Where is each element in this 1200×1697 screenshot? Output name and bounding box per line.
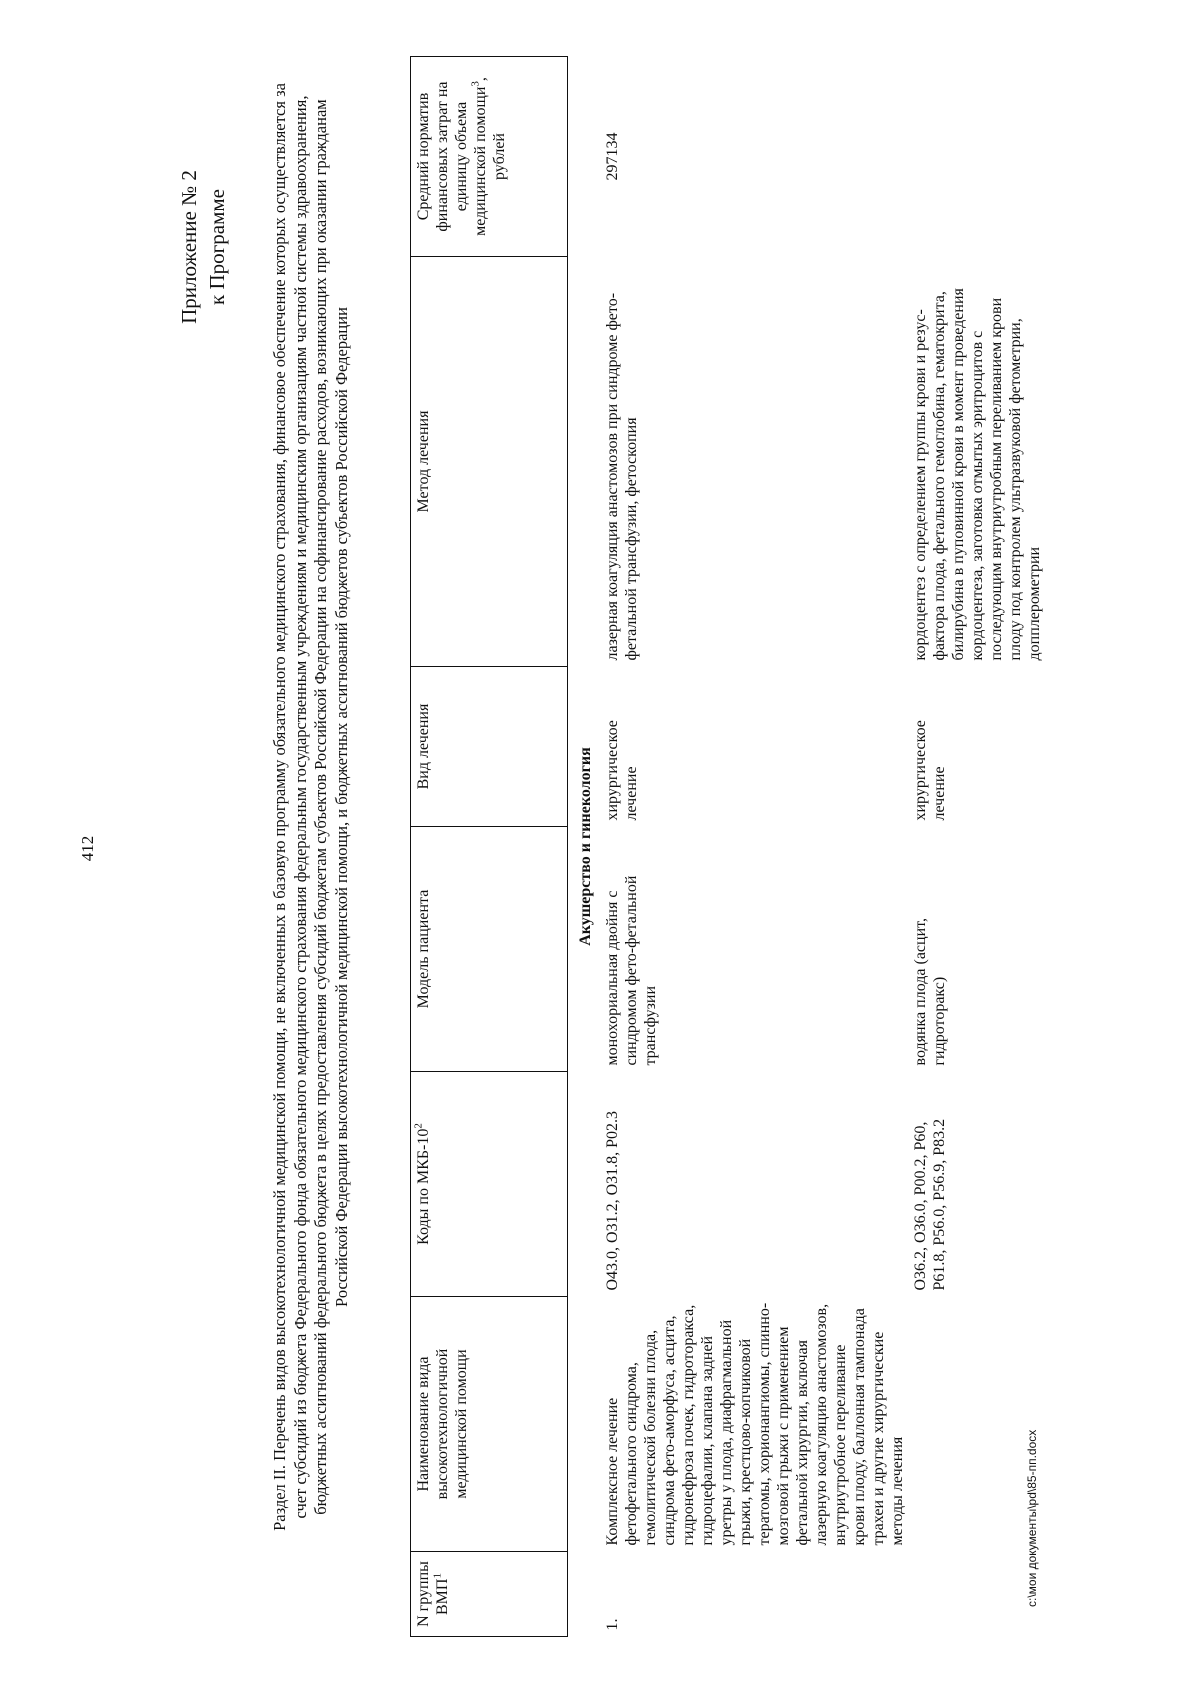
- cell-cost: 297134: [604, 132, 621, 181]
- cell-name: Комплексное лечение фетофетального синдрома, гемолитической болезни плода, синдрома фето-аморфуса, асцита, гидронефроза почек, гидроторакса, гидроцефалии, клапана задней уретры у плода, диафрагмальной грыжи, крестцово-копчиковой тератомы, хорионангиомы, спинно-мозговой грыжи с применением фетальной хирургии, включая лазерную коагуляцию анастомозов, внутриутробное переливание крови плоду, баллонная тампонада трахеи и другие хирургические методы лечения: [604, 1302, 906, 1546]
- table-row: [909, 57, 1046, 1637]
- vmp-table: [410, 56, 1046, 1637]
- cell-patient-model: водянка плода (асцит, гидроторакс): [912, 918, 948, 1066]
- cell-patient-model: монохориальная двойня с синдромом фето-фетальной трансфузии: [604, 875, 659, 1066]
- appendix-heading: [175, 57, 231, 437]
- section-title: Раздел II. Перечень видов высокотехнологичной медицинской помощи, не включенных в базовую программу обязательного медицинского страхования, финансовое обеспечение которых осуществляется за счет субсидий из бюджета Федерального фонда обязательного медицинского страхования федеральным государственным учреждениям и медицинским организациям частной системы здравоохранения, бюджетных ассигнований федерального бюджета в целях предоставления субсидий бюджетам субъектов Российской Федерации на софинансирование расходов, возникающих при оказании гражданам Российской Федерации высокотехнологичной медицинской помощи, и бюджетных ассигнований бюджетов субъектов Российской Федерации: [270, 83, 351, 1531]
- header-icd-codes: Коды по МКБ-$10^2$: [411, 1072, 568, 1297]
- section-heading: Акушерство и гинекология: [577, 747, 594, 946]
- section-row: [568, 57, 602, 1637]
- cell-cost: [909, 57, 1046, 257]
- cell-treatment-method: лазерная коагуляция анастомозов при синдроме фето-фетальной трансфузии, фетоскопия: [604, 292, 640, 661]
- header-group-no: N группы ВМП$^1$: [411, 1552, 568, 1637]
- cell-treatment-type: хирургическое лечение: [604, 720, 640, 821]
- footer-file-path: c:\мои документы\pd\85-пп.docx: [1025, 1429, 1039, 1607]
- cell-icd-codes: O36.2, O36.0, P00.2, P60, P61.8, P56.0, P56.9, P83.2: [912, 1118, 948, 1291]
- appendix-line-1: Приложение № 2: [177, 170, 201, 324]
- page-number: 412: [78, 835, 97, 862]
- table-row: [601, 57, 909, 1637]
- cell-icd-codes: O43.0, O31.2, O31.8, P02.3: [604, 1110, 621, 1291]
- header-name: Наименование вида высокотехнологичной медицинской помощи: [411, 1297, 568, 1552]
- cell-group-no: 1.: [604, 1618, 621, 1631]
- table-header: [411, 57, 568, 1637]
- cell-treatment-type: хирургическое лечение: [912, 720, 948, 821]
- appendix-line-2: к Программе: [205, 189, 229, 305]
- header-treatment-method: Метод лечения: [411, 257, 568, 667]
- cell-treatment-method: кордоцентез с определением группы крови и резус-фактора плода, фетального гемоглобина, гематокрита, билирубина в пуповинной крови в момент проведения кордоцентеза, заготовка отмытых эритроцитов с последующим внутриутробным переливанием крови плоду под контролем ультразвуковой фетометрии, допплерометрии: [912, 288, 1043, 661]
- header-patient-model: Модель пациента: [411, 827, 568, 1072]
- header-treatment-type: Вид лечения: [411, 667, 568, 827]
- header-cost: Средний норматив финансовых затрат на единицу объема медицинской помощи$^3$, рублей: [411, 57, 568, 257]
- table-header-row: [411, 57, 568, 1637]
